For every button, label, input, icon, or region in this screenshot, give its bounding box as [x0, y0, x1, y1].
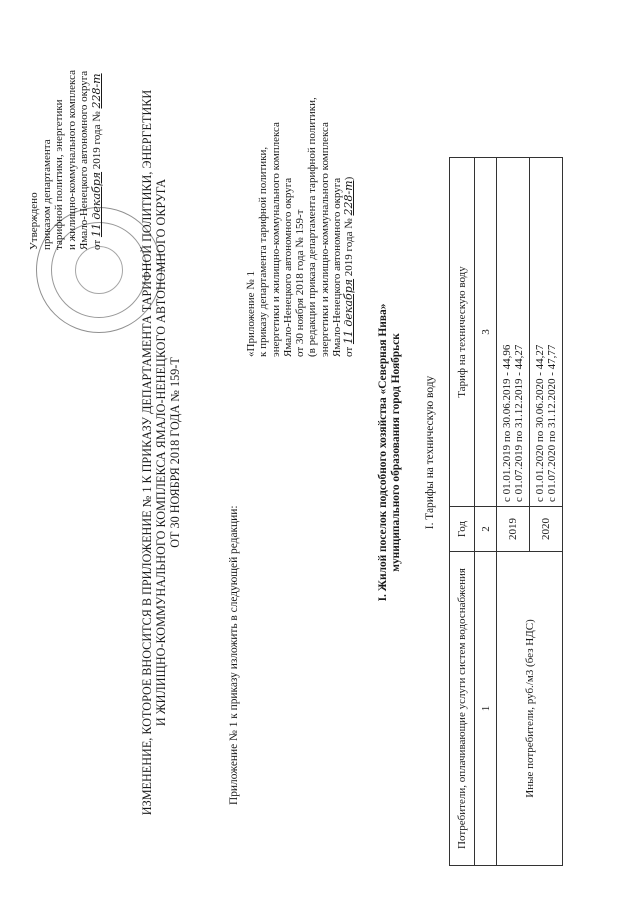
approval-line: тарифной политики, энергетики [53, 99, 66, 250]
document-title [140, 0, 183, 905]
tariff-cell [497, 158, 530, 507]
header-tariff: Тариф на техническую воду [450, 158, 475, 507]
approval-line: и жилищно-коммунального комплекса [65, 69, 78, 250]
approval-date-day: 11 декабря [89, 171, 103, 238]
appendix-date [343, 97, 355, 357]
header-year: Год [450, 507, 475, 552]
tariff-period: с 01.07.2019 по 31.12.2019 - 44,27 [513, 344, 525, 502]
appendix-date-day: 11 декабря [342, 278, 356, 345]
consumer-cell: Иные потребители, руб./м3 (без НДС) [497, 552, 563, 866]
approval-date [91, 70, 104, 250]
approval-block [28, 70, 104, 250]
section-subtitle: муниципального образования город Ноябрьск [390, 333, 402, 572]
appendix-date-year: 2019 года № [343, 218, 356, 277]
section-title: I. Жилой поселок подсобного хозяйства «Северная Нива» [377, 303, 389, 602]
approval-date-prefix: от [90, 239, 103, 250]
appendix-line: Ямало-Ненецкого автономного округа [331, 177, 344, 357]
appendix-date-number: 228-т [342, 180, 356, 216]
appendix-line: (в редакции приказа департамента тарифной политики, [306, 97, 319, 357]
tariff-period: с 01.01.2020 по 30.06.2020 - 44,27 [533, 344, 546, 502]
approval-line: Утверждено [28, 192, 40, 250]
approval-line: приказом департамента [40, 139, 53, 250]
appendix-line: Ямало-Ненецкого автономного округа [281, 177, 294, 357]
title-line: И ЖИЛИЩНО-КОММУНАЛЬНОГО КОМПЛЕКСА ЯМАЛО-НЕНЕЦКОГО АВТОНОМНОГО ОКРУГА [154, 178, 169, 727]
tariff-period: с 01.01.2019 по 30.06.2019 - 44,96 [500, 344, 513, 502]
year-cell: 2019 [497, 507, 530, 552]
title-line: ИЗМЕНЕНИЕ, КОТОРОЕ ВНОСИТСЯ В ПРИЛОЖЕНИЕ № 1 К ПРИКАЗУ ДЕПАРТАМЕНТА ТАРИФНОЙ ПОЛИТИКИ, ЭНЕРГЕТИКИ [140, 89, 154, 816]
appendix-line: «Приложение № 1 [245, 270, 257, 357]
appendix-header [245, 97, 356, 357]
approval-date-year: 2019 года № [90, 111, 103, 170]
column-number: 2 [475, 507, 497, 552]
tariff-period: с 01.07.2020 по 31.12.2020 - 47,77 [546, 344, 558, 502]
seal-core [75, 246, 123, 294]
appendix-line: энергетики и жилищно-коммунального комплекса [269, 122, 282, 357]
table-header-row [450, 158, 475, 866]
appendix-line: к приказу департамента тарифной политики, [257, 146, 270, 357]
appendix-line: энергетики и жилищно-коммунального комплекса [318, 122, 331, 357]
appendix-date-close: ) [343, 176, 356, 181]
year-cell: 2020 [530, 507, 563, 552]
tariff-cell [530, 158, 563, 507]
table-column-numbers-row [475, 158, 497, 866]
header-consumers: Потребители, оплачивающие услуги систем водоснабжения [450, 552, 475, 866]
appendix-date-prefix: от [343, 346, 356, 357]
approval-date-number: 228-т [89, 73, 103, 109]
table-row [497, 158, 530, 866]
table-title: I. Тарифы на техническую воду [424, 375, 436, 530]
column-number: 3 [475, 158, 497, 507]
column-number: 1 [475, 552, 497, 866]
intro-text: Приложение № 1 к приказу изложить в следующей редакции: [228, 505, 240, 805]
title-line: ОТ 30 НОЯБРЯ 2018 ГОДА № 159-Т [168, 357, 183, 548]
approval-line: Ямало-Ненецкого автономного округа [78, 70, 91, 250]
appendix-line: от 30 ноября 2018 года № 159-т [294, 209, 307, 357]
tariff-table [449, 157, 563, 866]
